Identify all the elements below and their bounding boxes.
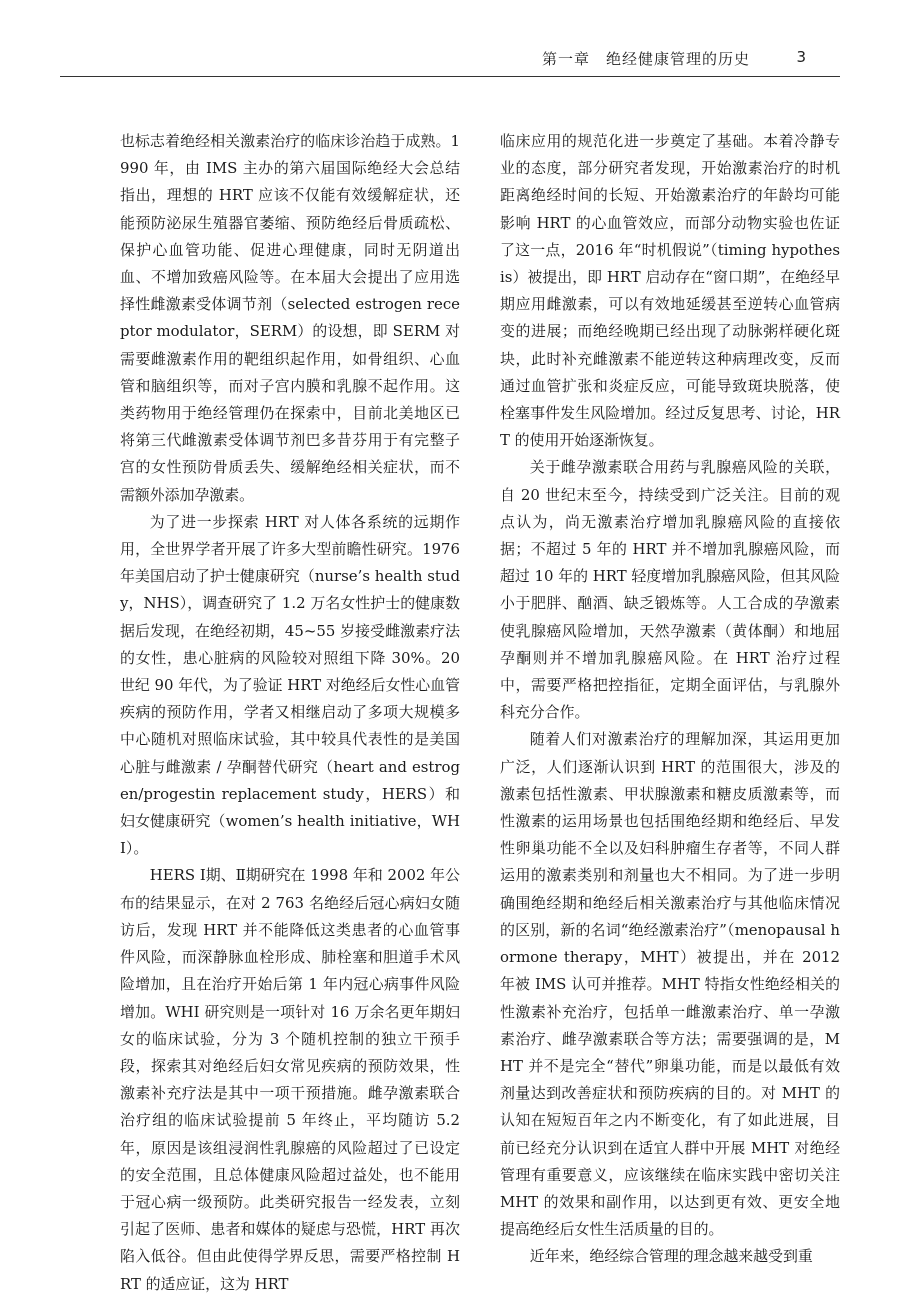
paragraph: 近年来，绝经综合管理的理念越来越受到重 bbox=[529, 1247, 813, 1266]
header-rule bbox=[60, 76, 840, 77]
paragraph: 随着人们对激素治疗的理解加深，其运用更加广泛，人们逐渐认识到 HRT 的范围很大，涉及的激素包括性激素、甲状腺激素和糖皮质激素等，而性激素的运用场景也包括围绝经期和绝经后、早发性卵巢功能不全以及妇科肿瘤生存者等，不同人群运用的激素类别和剂量也大不相同。为了进一步明确围绝经期和绝经后相关激素治疗与其他临床情况的区别，新的名词“绝经激素治疗”（menopausal hormone therapy，MHT）被提出，并在 2012 年被 IMS 认可并推荐。MHT 特指女性绝经相关的性激素补充治疗，包括单一雌激素治疗、单一孕激素治疗、雌孕激素联合等方法；需要强调的是，MHT 并不是完全“替代”卵巢功能，而是以最低有效剂量达到改善症状和预防疾病的目的。对 MHT 的认知在短短百年之内不断变化，有了如此进展，目前已经充分认识到在适宜人群中开展 MHT 对绝经管理有重要意义，应该继续在临床实践中密切关注 MHT 的效果和副作用，以达到更有效、更安全地提高绝经后女性生活质量的目的。 bbox=[500, 730, 840, 1239]
paragraph: 也标志着绝经相关激素治疗的临床诊治趋于成熟。1990 年，由 IMS 主办的第六届国际绝经大会总结指出，理想的 HRT 应该不仅能有效缓解症状，还能预防泌尿生殖器官萎缩、预防绝经后骨质疏松、保护心血管功能、促进心理健康，同时无阴道出血、不增加致癌风险等。在本届大会提出了应用选择性雌激素受体调节剂（selected estrogen receptor modulator，SERM）的设想，即 SERM 对需要雌激素作用的靶组织起作用，如骨组织、心血管和脑组织等，而对子宫内膜和乳腺不起作用。这类药物用于绝经管理仍在探索中，目前北美地区已将第三代雌激素受体调节剂巴多昔芬用于有完整子宫的女性预防骨质丢失、缓解绝经相关症状，而不需额外添加孕激素。 bbox=[120, 132, 460, 504]
body-text bbox=[120, 128, 840, 1298]
right-column bbox=[500, 128, 840, 1298]
chapter-title: 第一章 绝经健康管理的历史 bbox=[541, 50, 750, 68]
paragraph: 关于雌孕激素联合用药与乳腺癌风险的关联，自 20 世纪末至今，持续受到广泛关注。目前的观点认为，尚无激素治疗增加乳腺癌风险的直接依据；不超过 5 年的 HRT 并不增加乳腺癌风险，而超过 10 年的 HRT 轻度增加乳腺癌风险，但其风险小于肥胖、酗酒、缺乏锻炼等。人工合成的孕激素使乳腺癌风险增加，天然孕激素（黄体酮）和地屈孕酮则并不增加乳腺癌风险。在 HRT 治疗过程中，需要严格把控指征，定期全面评估，与乳腺外科充分合作。 bbox=[500, 458, 840, 722]
paragraph: HERS Ⅰ期、Ⅱ期研究在 1998 年和 2002 年公布的结果显示，在对 2 763 名绝经后冠心病妇女随访后，发现 HRT 并不能降低这类患者的心血管事件风险，而深静脉血栓形成、肺栓塞和胆道手术风险增加，且在治疗开始后第 1 年内冠心病事件风险增加。WHI 研究则是一项针对 16 万余名更年期妇女的临床试验，分为 3 个随机控制的独立干预手段，探索其对绝经后妇女常见疾病的预防效果，性激素补充疗法是其中一项干预措施。雌孕激素联合治疗组的临床试验提前 5 年终止，平均随访 5.2 年，原因是该组浸润性乳腺癌的风险超过了已设定的安全范围，且总体健康风险超过益处，也不能用于冠心病一级预防。此类研究报告一经发表，立刻引起了医师、患者和媒体的疑虑与恐慌，HRT 再次陷入低谷。但由此使得学界反思，需要严格控制 HRT 的适应证，这为 HRT bbox=[120, 866, 460, 1293]
page-number: 3 bbox=[796, 48, 806, 66]
left-column bbox=[120, 128, 460, 1298]
paragraph: 为了进一步探索 HRT 对人体各系统的远期作用，全世界学者开展了许多大型前瞻性研究。1976 年美国启动了护士健康研究（nurse’s health study，NHS），调查研究了 1.2 万名女性护士的健康数据后发现，在绝经初期，45~55 岁接受雌激素疗法的女性，患心脏病的风险较对照组下降 30%。20 世纪 90 年代，为了验证 HRT 对绝经后女性心血管疾病的预防作用，学者又相继启动了多项大规模多中心随机对照临床试验，其中较具代表性的是美国心脏与雌激素 / 孕酮替代研究（heart and estrogen/progestin replacement study，HERS）和妇女健康研究（women’s health initiative，WHI）。 bbox=[120, 512, 460, 858]
paragraph: 临床应用的规范化进一步奠定了基础。本着冷静专业的态度，部分研究者发现，开始激素治疗的时机距离绝经时间的长短、开始激素治疗的年龄均可能影响 HRT 的心血管效应，而部分动物实验也佐证了这一点，2016 年“时机假说”（timing hypothesis）被提出，即 HRT 启动存在“窗口期”，在绝经早期应用雌激素，可以有效地延缓甚至逆转心血管病变的进展；而绝经晚期已经出现了动脉粥样硬化斑块，此时补充雌激素不能逆转这种病理改变，反而通过血管扩张和炎症反应，可能导致斑块脱落，使栓塞事件发生风险增加。经过反复思考、讨论，HRT 的使用开始逐渐恢复。 bbox=[500, 132, 840, 450]
running-header bbox=[60, 38, 840, 78]
